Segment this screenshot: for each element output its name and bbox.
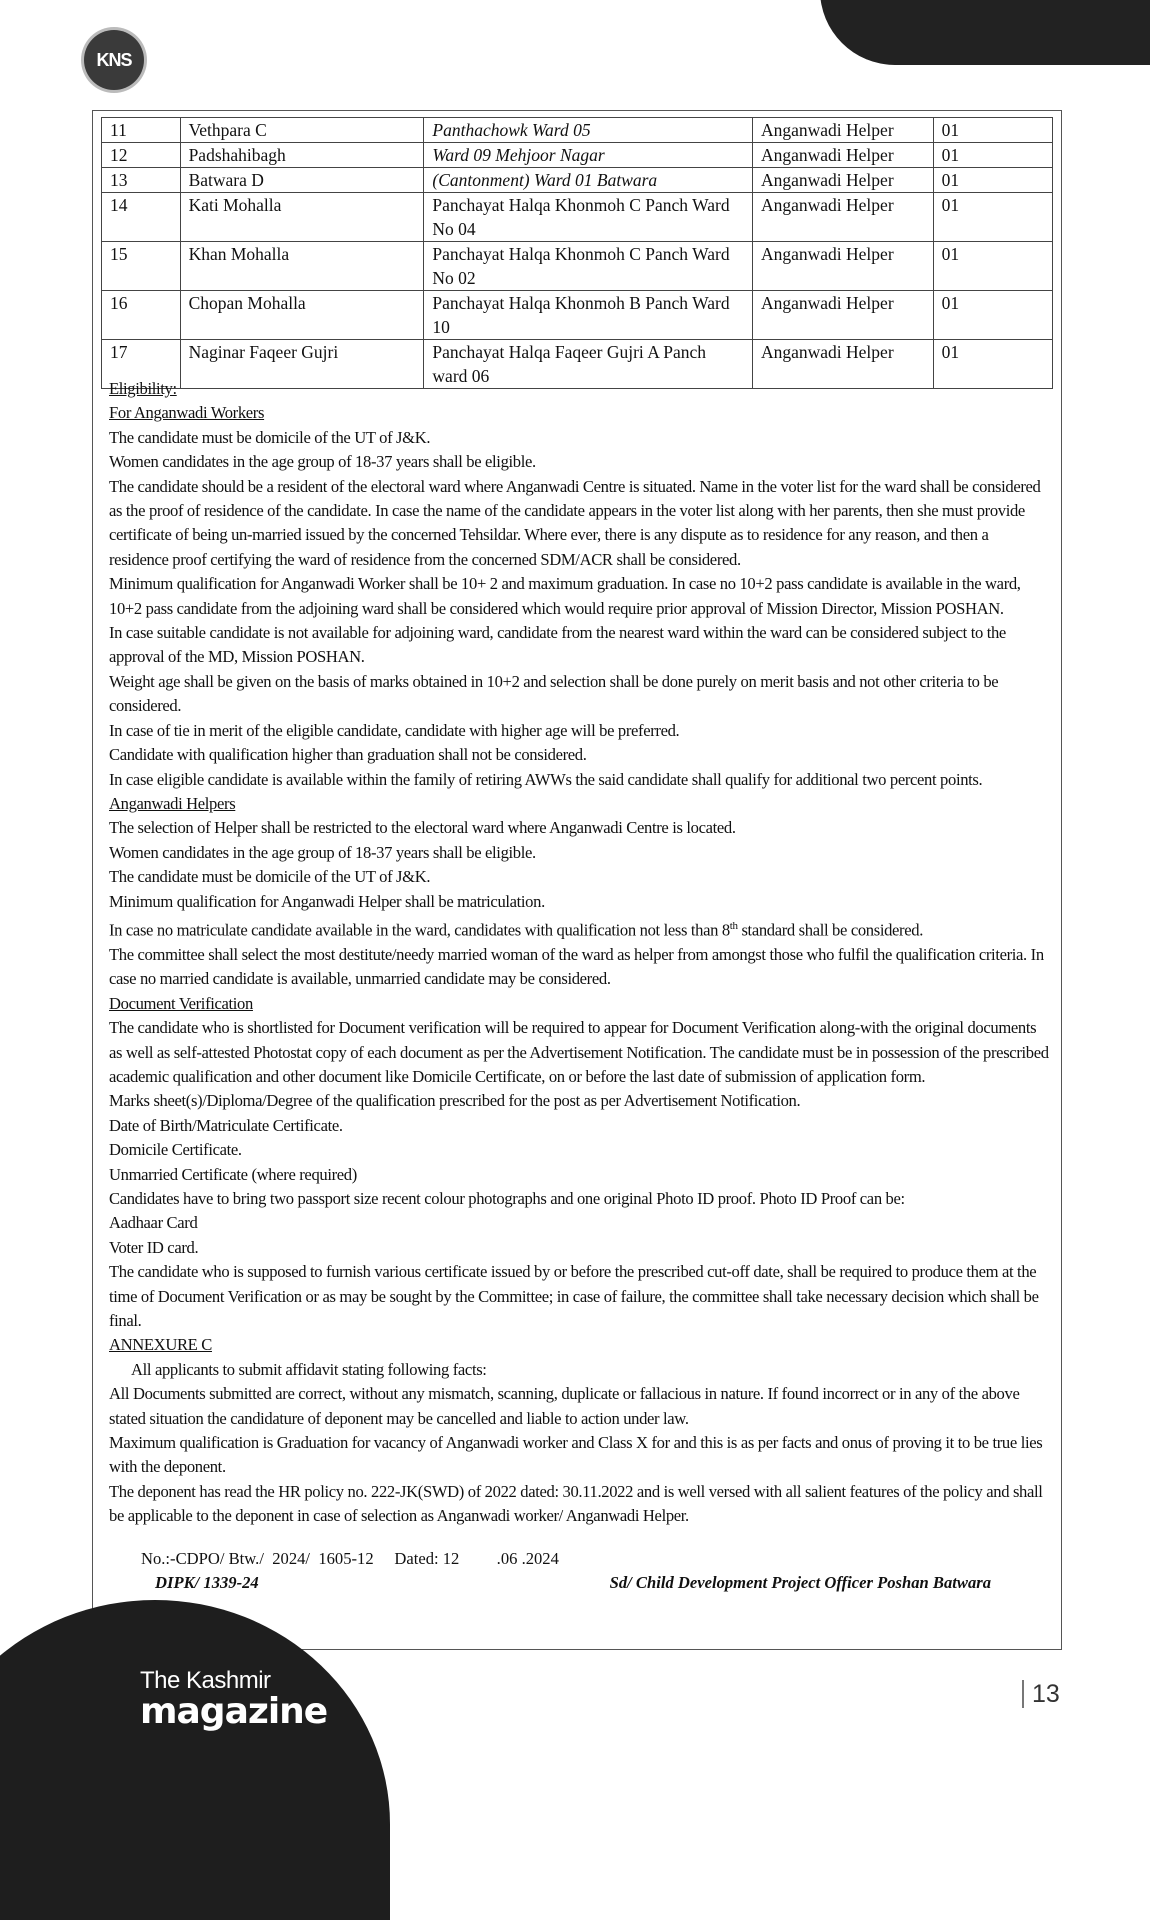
row-number: 13	[102, 168, 181, 193]
doc-heading: Document Verification	[109, 993, 253, 1013]
post-name: Anganwadi Helper	[752, 193, 933, 242]
awh-point: The candidate must be domicile of the UT of J&K.	[109, 867, 431, 887]
centre-name: Chopan Mohalla	[180, 291, 424, 340]
table-row	[102, 143, 1053, 168]
aww-heading: For Anganwadi Workers	[109, 403, 265, 423]
doc-point: Aadhaar Card	[109, 1213, 198, 1233]
table-row	[102, 242, 1053, 291]
vacancy-count: 01	[933, 242, 1052, 291]
table-row	[102, 168, 1053, 193]
aww-point: Weight age shall be given on the basis of marks obtained in 10+2 and selection shall be done purely on merit basis and not other criteria to be considered.	[109, 671, 999, 716]
brand-line-2: magazine	[140, 1691, 328, 1732]
doc-point: Unmarried Certificate (where required)	[109, 1164, 357, 1184]
annexure-heading: ANNEXURE C	[109, 1335, 212, 1355]
aww-point: Women candidates in the age group of 18-37 years shall be eligible.	[109, 452, 536, 472]
page-number: 13	[1022, 1680, 1060, 1708]
centre-name: Vethpara C	[180, 118, 424, 143]
vacancy-table	[101, 117, 1053, 389]
signatory: Sd/ Child Development Project Officer Poshan Batwara	[609, 1573, 991, 1592]
row-number: 16	[102, 291, 181, 340]
aww-point: In case eligible candidate is available within the family of retiring AWWs the said candidate shall qualify for additional two percent points.	[109, 769, 983, 789]
doc-point: Domicile Certificate.	[109, 1140, 242, 1160]
doc-point: Voter ID card.	[109, 1237, 199, 1257]
notice-frame	[92, 110, 1062, 1650]
vacancy-count: 01	[933, 340, 1052, 389]
notice-body	[109, 377, 1049, 1529]
ward-name: Panchayat Halqa Khonmoh C Panch Ward No 04	[424, 193, 753, 242]
aww-point: The candidate must be domicile of the UT of J&K.	[109, 427, 431, 447]
centre-name: Kati Mohalla	[180, 193, 424, 242]
kns-logo: KNS	[84, 30, 144, 90]
awh-point: The selection of Helper shall be restricted to the electoral ward where Anganwadi Centre is located.	[109, 818, 736, 838]
doc-point: Marks sheet(s)/Diploma/Degree of the qualification prescribed for the post as per Advertisement Notification.	[109, 1091, 801, 1111]
awh-8th-sup: th	[729, 919, 738, 932]
awh-point: The committee shall select the most destitute/needy married woman of the ward as helper from amongst those who fulfil the qualification criteria. In case no married candidate is available, unmarried candidate may be considered.	[109, 944, 1044, 989]
doc-point: Date of Birth/Matriculate Certificate.	[109, 1115, 343, 1135]
aww-point: In case suitable candidate is not available for adjoining ward, candidate from the nearest ward within the ward can be considered subject to the approval of the MD, Mission POSHAN.	[109, 623, 1006, 667]
aww-point: Candidate with qualification higher than graduation shall not be considered.	[109, 745, 587, 765]
annexure-point: All Documents submitted are correct, without any mismatch, scanning, duplicate or fallacious in nature. If found incorrect or in any of the above stated situation the candidature of deponent may be cancelled and liable to action under law.	[109, 1384, 1020, 1428]
vacancy-count: 01	[933, 193, 1052, 242]
awh-8th-text: In case no matriculate candidate available in the ward, candidates with qualification not less than 8	[109, 920, 730, 940]
table-row	[102, 118, 1053, 143]
ward-name: (Cantonment) Ward 01 Batwara	[424, 168, 753, 193]
vacancy-count: 01	[933, 143, 1052, 168]
aww-point: Minimum qualification for Anganwadi Worker shall be 10+ 2 and maximum graduation. In case no 10+2 pass candidate is available in the ward, 10+2 pass candidate from the adjoining ward shall be considered which would require prior approval of Mission Director, Mission POSHAN.	[109, 574, 1021, 618]
post-name: Anganwadi Helper	[752, 291, 933, 340]
doc-point: The candidate who is supposed to furnish various certificate issued by or before the prescribed cut-off date, shall be required to produce them at the time of Document Verification or as may be sought by the Committee; in case of failure, the committee shall take necessary decision which shall be final.	[109, 1262, 1039, 1330]
vacancy-count: 01	[933, 168, 1052, 193]
awh-point: Minimum qualification for Anganwadi Helper shall be matriculation.	[109, 891, 545, 911]
ward-name: Panchayat Halqa Khonmoh C Panch Ward No 02	[424, 242, 753, 291]
centre-name: Batwara D	[180, 168, 424, 193]
annexure-point: Maximum qualification is Graduation for vacancy of Anganwadi worker and Class X for and this is as per facts and onus of proving it to be true lies with the deponent.	[109, 1433, 1043, 1477]
ward-name: Ward 09 Mehjoor Nagar	[424, 143, 753, 168]
row-number: 11	[102, 118, 181, 143]
row-number: 12	[102, 143, 181, 168]
awh-heading: Anganwadi Helpers	[109, 793, 236, 813]
eligibility-heading: Eligibility:	[109, 379, 177, 398]
doc-point: Candidates have to bring two passport size recent colour photographs and one original Photo ID proof. Photo ID Proof can be:	[109, 1188, 905, 1208]
aww-point: In case of tie in merit of the eligible candidate, candidate with higher age will be preferred.	[109, 720, 680, 740]
awh-point: Women candidates in the age group of 18-37 years shall be eligible.	[109, 842, 536, 862]
aww-point: The candidate should be a resident of the electoral ward where Anganwadi Centre is situated. Name in the voter list for the ward shall be considered as the proof of residence of the candidate. In case the name of the candidate appears in the voter list along with her parents, then she must provide certificate of being un-married issued by the concerned Tehsildar. Where ever, there is any dispute as to residence for any reason, and then a residence proof certifying the ward of residence from the concerned SDM/ACR shall be considered.	[109, 476, 1041, 569]
table-row	[102, 193, 1053, 242]
dipk-number: DIPK/ 1339-24	[155, 1573, 259, 1592]
row-number: 17	[102, 340, 181, 389]
doc-point: The candidate who is shortlisted for Document verification will be required to appear for Document Verification along-with the original documents as well as self-attested Photostat copy of each document as per the Advertisement Notification. The candidate must be in possession of the prescribed academic qualification and other document like Domicile Certificate, on or before the last date of submission of application form.	[109, 1018, 1049, 1086]
notice-number-line: No.:-CDPO/ Btw./ 2024/ 1605-12 Dated: 12 .06 .2024	[141, 1549, 559, 1568]
post-name: Anganwadi Helper	[752, 168, 933, 193]
post-name: Anganwadi Helper	[752, 143, 933, 168]
centre-name: Padshahibagh	[180, 143, 424, 168]
row-number: 14	[102, 193, 181, 242]
post-name: Anganwadi Helper	[752, 242, 933, 291]
header-dark-band	[820, 0, 1150, 65]
kashmir-magazine-logo	[140, 1668, 327, 1730]
vacancy-count: 01	[933, 291, 1052, 340]
ward-name: Panthachowk Ward 05	[424, 118, 753, 143]
awh-8th-text-end: standard shall be considered.	[737, 920, 923, 940]
annexure-point: The deponent has read the HR policy no. 222-JK(SWD) of 2022 dated: 30.11.2022 and is well versed with all salient features of the policy and shall be applicable to the deponent in case of selection as Anganwadi worker/ Anganwadi Helper.	[109, 1481, 1043, 1526]
centre-name: Khan Mohalla	[180, 242, 424, 291]
brand-line-1: The Kashmir	[140, 1667, 271, 1694]
post-name: Anganwadi Helper	[752, 340, 933, 389]
ward-name: Panchayat Halqa Khonmoh B Panch Ward 10	[424, 291, 753, 340]
awh-point	[109, 914, 1049, 943]
annexure-intro: All applicants to submit affidavit stating following facts:	[131, 1359, 487, 1379]
table-row	[102, 291, 1053, 340]
row-number: 15	[102, 242, 181, 291]
centre-name: Naginar Faqeer Gujri	[180, 340, 424, 389]
vacancy-count: 01	[933, 118, 1052, 143]
ward-name: Panchayat Halqa Faqeer Gujri A Panch ward 06	[424, 340, 753, 389]
post-name: Anganwadi Helper	[752, 118, 933, 143]
